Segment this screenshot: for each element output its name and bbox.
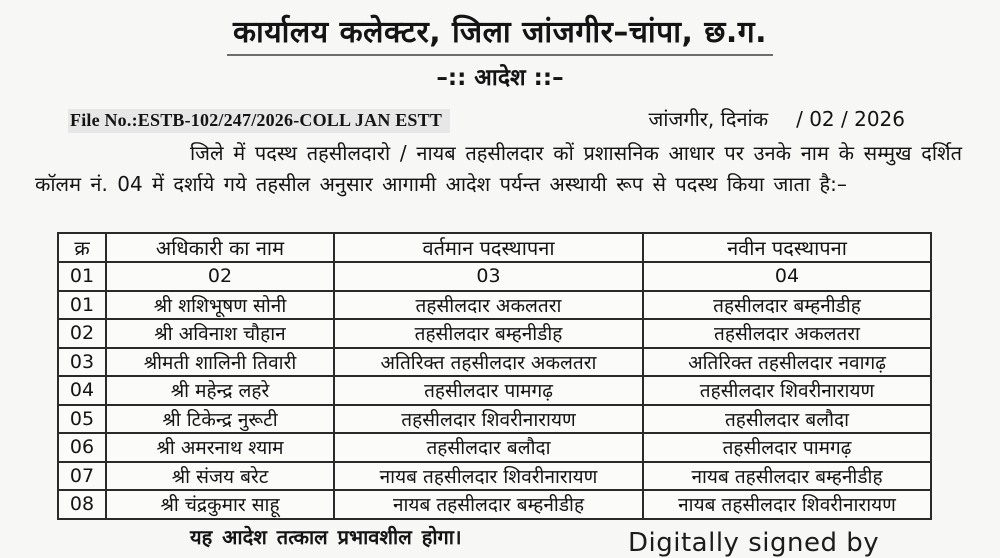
cell-new-posting: तहसीलदार बलौदा	[643, 405, 931, 434]
cell-serial: 03	[58, 348, 106, 377]
cell-officer-name: श्री अविनाश चौहान	[106, 319, 334, 348]
cell-current-posting: तहसीलदार अकलतरा	[334, 291, 643, 320]
table-row	[58, 405, 931, 434]
cell-current-posting: तहसीलदार बम्हनीडीह	[334, 319, 643, 348]
digital-signature-note: Digitally signed by	[628, 528, 880, 558]
col-number: 01	[58, 262, 106, 291]
cell-current-posting: तहसीलदार शिवरीनारायण	[334, 405, 643, 434]
table-row	[58, 490, 931, 519]
table-row	[58, 319, 931, 348]
header	[0, 10, 1000, 56]
date-value: / 02 / 2026	[796, 107, 905, 131]
cell-current-posting: तहसीलदार बलौदा	[334, 433, 643, 462]
table-row	[58, 376, 931, 405]
cell-current-posting: तहसीलदार पामगढ़	[334, 376, 643, 405]
col-number: 04	[643, 262, 931, 291]
cell-serial: 04	[58, 376, 106, 405]
cell-officer-name: श्री टिकेन्द्र नुरूटी	[106, 405, 334, 434]
col-number: 02	[106, 262, 334, 291]
column-number-row	[58, 262, 931, 291]
cell-new-posting: तहसीलदार पामगढ़	[643, 433, 931, 462]
file-line	[68, 105, 905, 133]
header-current-posting: वर्तमान पदस्थापना	[334, 233, 643, 262]
closing-statement: यह आदेश तत्काल प्रभावशील होगा।	[190, 525, 462, 549]
cell-serial: 07	[58, 462, 106, 491]
office-title: कार्यालय कलेक्टर, जिला जांजगीर–चांपा, छ.ग.	[227, 10, 773, 56]
place-date	[648, 105, 905, 132]
cell-serial: 02	[58, 319, 106, 348]
cell-new-posting: तहसीलदार अकलतरा	[643, 319, 931, 348]
cell-officer-name: श्री संजय बरेट	[106, 462, 334, 491]
cell-new-posting: तहसीलदार बम्हनीडीह	[643, 291, 931, 320]
cell-officer-name: श्री शशिभूषण सोनी	[106, 291, 334, 320]
table-row	[58, 433, 931, 462]
cell-new-posting: नायब तहसीलदार शिवरीनारायण	[643, 490, 931, 519]
cell-officer-name: श्री महेन्द्र लहरे	[106, 376, 334, 405]
header-serial: क्र	[58, 233, 106, 262]
file-number: File No.:ESTB-102/247/2026-COLL JAN ESTT	[68, 109, 450, 133]
posting-table	[57, 232, 932, 520]
cell-new-posting: तहसीलदार शिवरीनारायण	[643, 376, 931, 405]
cell-current-posting: नायब तहसीलदार शिवरीनारायण	[334, 462, 643, 491]
cell-current-posting: अतिरिक्त तहसीलदार अकलतरा	[334, 348, 643, 377]
cell-officer-name: श्री चंद्रकुमार साहू	[106, 490, 334, 519]
table-row	[58, 348, 931, 377]
order-heading: –:: आदेश ::–	[436, 65, 564, 91]
cell-new-posting: अतिरिक्त तहसीलदार नवागढ़	[643, 348, 931, 377]
cell-serial: 05	[58, 405, 106, 434]
table-header-row	[58, 233, 931, 262]
header-new-posting: नवीन पदस्थापना	[643, 233, 931, 262]
order-paragraph: जिले में पदस्थ तहसीलदारो / नायब तहसीलदार कों प्रशासनिक आधार पर उनके नाम के सम्मुख दर्शित कॉलम नं. 04 में दर्शाये गये तहसील अनुसार आगामी आदेश पर्यन्त अस्थायी रूप से पदस्थ किया जाता है:–	[35, 141, 962, 196]
col-number: 03	[334, 262, 643, 291]
cell-officer-name: श्री अमरनाथ श्याम	[106, 433, 334, 462]
cell-current-posting: नायब तहसीलदार बम्हनीडीह	[334, 490, 643, 519]
cell-serial: 01	[58, 291, 106, 320]
cell-new-posting: नायब तहसीलदार बम्हनीडीह	[643, 462, 931, 491]
cell-officer-name: श्रीमती शालिनी तिवारी	[106, 348, 334, 377]
place-date-label: जांजगीर, दिनांक	[648, 107, 769, 131]
cell-serial: 08	[58, 490, 106, 519]
cell-serial: 06	[58, 433, 106, 462]
table-row	[58, 462, 931, 491]
header-officer-name: अधिकारी का नाम	[106, 233, 334, 262]
table-row	[58, 291, 931, 320]
